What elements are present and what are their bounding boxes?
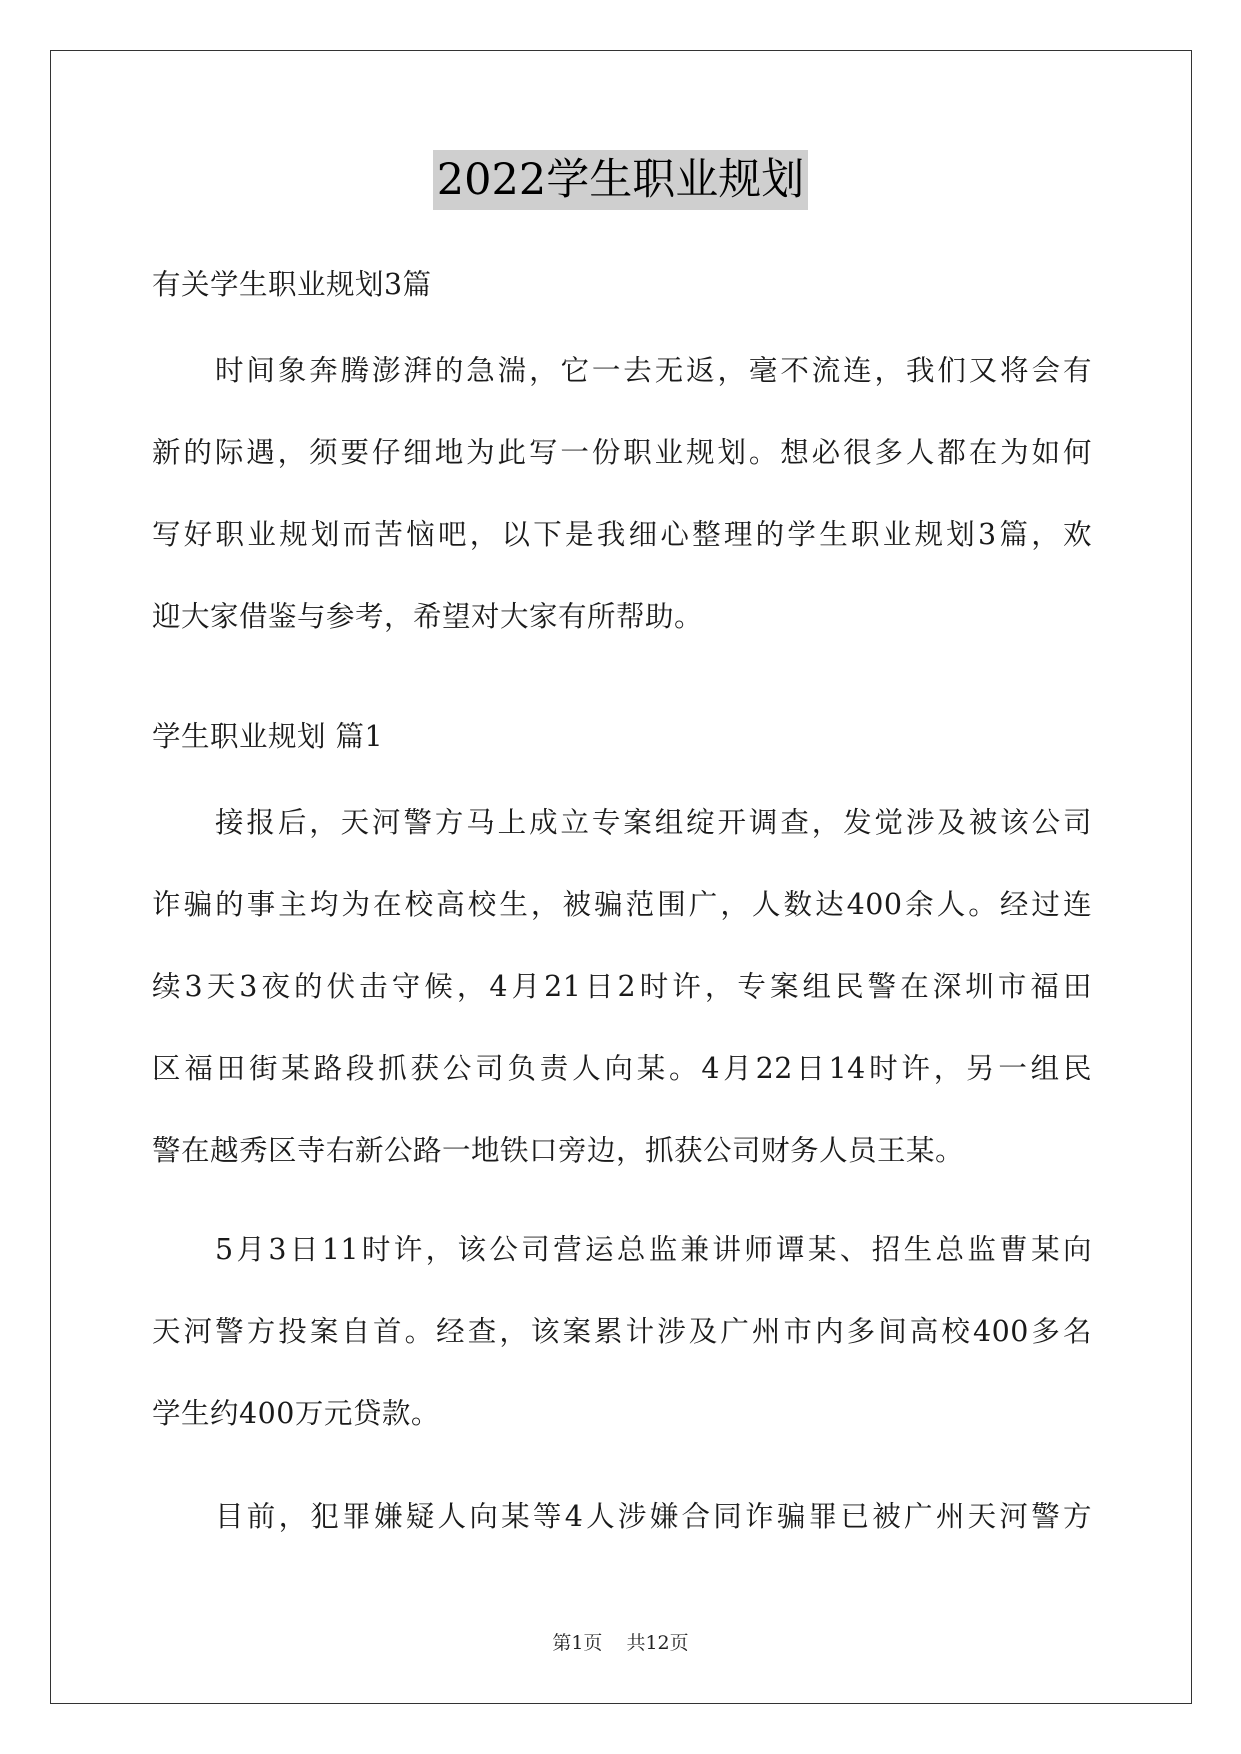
body-paragraph-2 [152,1209,1092,1455]
intro-line: 写好职业规划而苦恼吧，以下是我细心整理的学生职业规划3篇，欢 [152,518,1092,551]
paragraph-line: 诈骗的事主均为在校高校生，被骗范围广，人数达400余人。经过连 [152,888,1092,921]
document-title: 2022学生职业规划 [433,150,808,210]
intro-paragraph [152,330,1092,658]
paragraph-line: 天河警方投案自首。经查，该案累计涉及广州市内多间高校400多名 [152,1315,1092,1348]
paragraph-line: 接报后，天河警方马上成立专案组绽开调查，发觉涉及被该公司 [215,806,1092,839]
intro-line: 时间象奔腾澎湃的急湍，它一去无返，毫不流连，我们又将会有 [215,354,1092,387]
paragraph-line: 区福田街某路段抓获公司负责人向某。4月22日14时许，另一组民 [152,1052,1092,1085]
paragraph-line: 警在越秀区寺右新公路一地铁口旁边，抓获公司财务人员王某。 [152,1134,965,1167]
document-subtitle: 有关学生职业规划3篇 [152,268,432,301]
section-heading: 学生职业规划 篇1 [152,720,384,753]
intro-line: 新的际遇，须要仔细地为此写一份职业规划。想必很多人都在为如何 [152,436,1092,469]
paragraph-line: 5月3日11时许，该公司营运总监兼讲师谭某、招生总监曹某向 [215,1233,1092,1266]
paragraph-line: 目前，犯罪嫌疑人向某等4人涉嫌合同诈骗罪已被广州天河警方 [215,1500,1092,1533]
intro-line: 迎大家借鉴与参考，希望对大家有所帮助。 [152,600,704,633]
body-paragraph-3 [152,1476,1092,1558]
paragraph-line: 学生约400万元贷款。 [152,1397,440,1430]
body-paragraph-1 [152,782,1092,1192]
page-number-footer: 第1页 共12页 [552,1632,689,1654]
paragraph-line: 续3天3夜的伏击守候，4月21日2时许，专案组民警在深圳市福田 [152,970,1092,1003]
title-container [0,150,1241,210]
